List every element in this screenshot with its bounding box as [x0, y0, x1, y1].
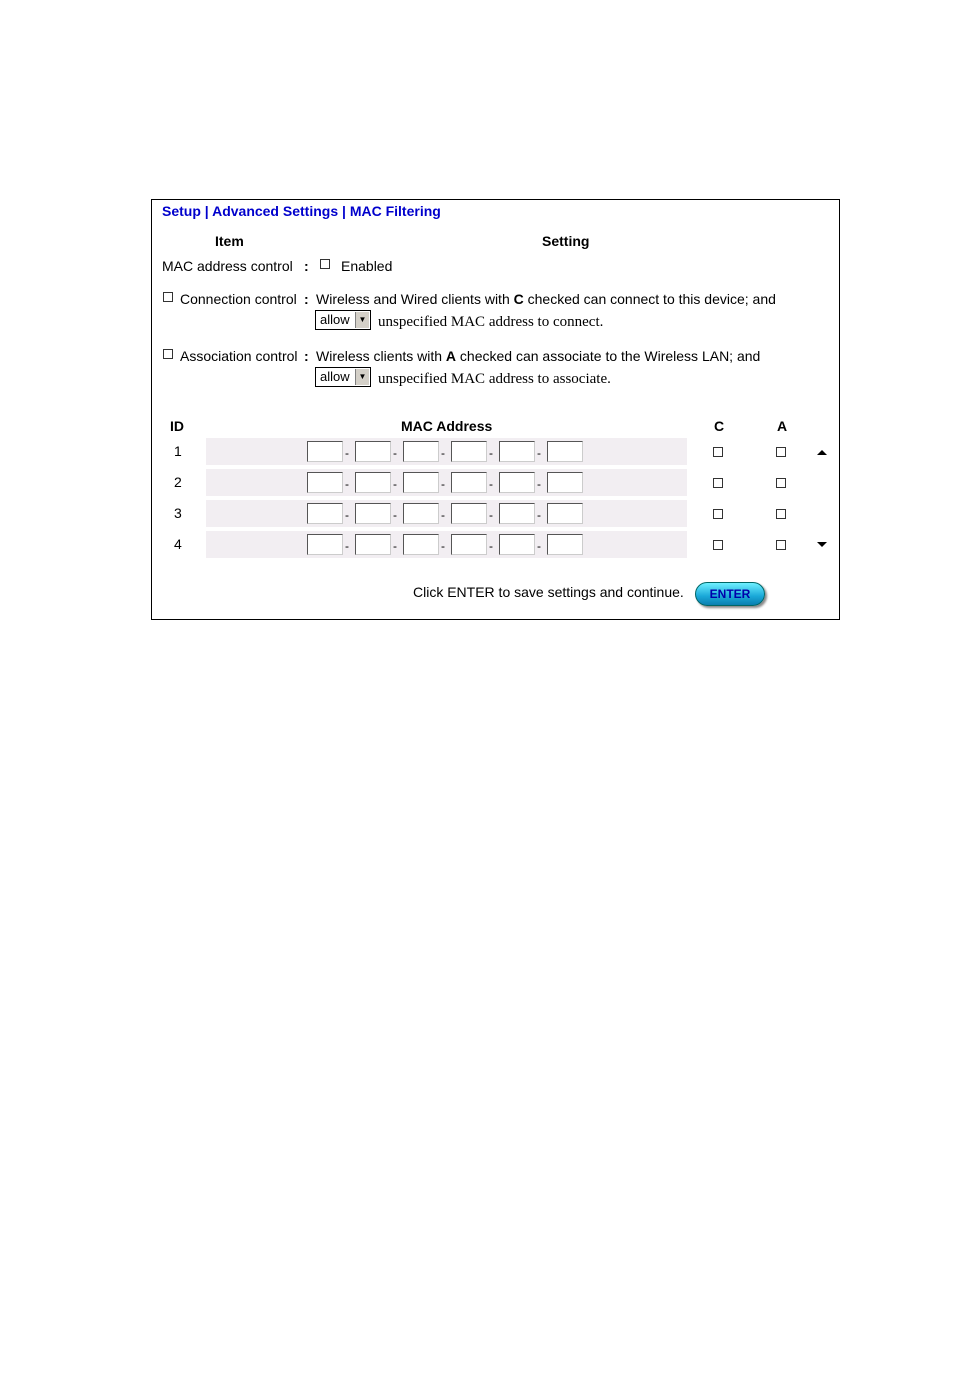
mac-octet-input[interactable]	[307, 534, 343, 555]
mac-separator: -	[489, 508, 493, 522]
table-row	[206, 531, 687, 558]
connection-text-pre: Wireless and Wired clients with	[316, 291, 514, 307]
mac-octet-input[interactable]	[499, 503, 535, 524]
mac-octet-input[interactable]	[499, 472, 535, 493]
association-policy-suffix: unspecified MAC address to associate.	[378, 371, 611, 387]
table-header-mac: MAC Address	[401, 418, 493, 434]
triangle-up-icon[interactable]	[817, 450, 827, 455]
breadcrumb-mac-filtering-link[interactable]: MAC Filtering	[349, 203, 441, 219]
triangle-down-icon[interactable]	[817, 542, 827, 547]
breadcrumb-advanced-link[interactable]: Advanced Settings	[212, 203, 339, 219]
mac-separator: -	[441, 508, 445, 522]
connection-text-post: checked can connect to this device; and	[523, 291, 776, 307]
mac-control-enabled-label: Enabled	[341, 258, 393, 274]
mac-separator: -	[393, 477, 397, 491]
mac-octet-input[interactable]	[355, 534, 391, 555]
save-instruction: Click ENTER to save settings and continue.	[413, 584, 684, 600]
row-id: 2	[174, 474, 182, 490]
item-header: Item	[215, 233, 244, 249]
mac-octet-input[interactable]	[451, 503, 487, 524]
association-text-bold: A	[445, 348, 457, 364]
mac-separator: -	[489, 539, 493, 553]
table-header-c: C	[714, 418, 725, 434]
row-id: 1	[174, 443, 182, 459]
association-policy-value: allow	[320, 369, 350, 384]
connection-policy-select[interactable]	[315, 310, 371, 330]
mac-octet-input[interactable]	[547, 441, 583, 462]
mac-octet-input[interactable]	[451, 441, 487, 462]
mac-separator: -	[489, 446, 493, 460]
breadcrumb-separator: |	[342, 203, 346, 219]
connection-control-checkbox[interactable]	[163, 292, 173, 302]
mac-separator: -	[537, 477, 541, 491]
connect-checkbox[interactable]	[713, 509, 723, 519]
mac-filtering-panel	[151, 199, 840, 620]
mac-separator: -	[345, 446, 349, 460]
mac-octet-input[interactable]	[307, 472, 343, 493]
mac-octet-input[interactable]	[403, 503, 439, 524]
mac-control-label: MAC address control	[162, 258, 293, 274]
chevron-down-icon: ▼	[355, 369, 369, 385]
mac-octet-input[interactable]	[403, 441, 439, 462]
association-control-colon: :	[304, 348, 309, 364]
table-row	[206, 469, 687, 496]
mac-separator: -	[393, 446, 397, 460]
mac-octet-input[interactable]	[307, 441, 343, 462]
table-header-a: A	[777, 418, 788, 434]
association-control-checkbox[interactable]	[163, 349, 173, 359]
mac-separator: -	[345, 477, 349, 491]
connection-policy-value: allow	[320, 312, 350, 327]
table-row	[206, 438, 687, 465]
mac-separator: -	[441, 539, 445, 553]
mac-octet-input[interactable]	[547, 472, 583, 493]
mac-control-enabled-checkbox[interactable]	[320, 259, 330, 269]
mac-octet-input[interactable]	[547, 534, 583, 555]
mac-octet-input[interactable]	[547, 503, 583, 524]
connection-text-bold: C	[513, 291, 524, 307]
connection-control-label: Connection control	[180, 291, 297, 307]
mac-octet-input[interactable]	[499, 441, 535, 462]
breadcrumb-separator: |	[204, 203, 209, 219]
association-text-post: checked can associate to the Wireless LAN; and	[456, 348, 761, 364]
mac-separator: -	[393, 508, 397, 522]
associate-checkbox[interactable]	[776, 478, 786, 488]
mac-separator: -	[393, 539, 397, 553]
mac-control-colon: :	[304, 258, 309, 274]
mac-octet-input[interactable]	[355, 472, 391, 493]
connection-control-description	[316, 291, 776, 307]
mac-separator: -	[537, 446, 541, 460]
mac-octet-input[interactable]	[403, 472, 439, 493]
row-id: 4	[174, 536, 182, 552]
mac-separator: -	[489, 477, 493, 491]
table-row	[206, 500, 687, 527]
breadcrumb	[162, 203, 441, 219]
mac-octet-input[interactable]	[403, 534, 439, 555]
connect-checkbox[interactable]	[713, 478, 723, 488]
connection-policy-suffix: unspecified MAC address to connect.	[378, 314, 604, 330]
mac-separator: -	[537, 508, 541, 522]
table-header-id: ID	[170, 418, 184, 434]
mac-octet-input[interactable]	[499, 534, 535, 555]
mac-octet-input[interactable]	[307, 503, 343, 524]
connect-checkbox[interactable]	[713, 447, 723, 457]
association-control-description	[316, 348, 760, 364]
chevron-down-icon: ▼	[355, 312, 369, 328]
mac-separator: -	[345, 508, 349, 522]
mac-octet-input[interactable]	[355, 441, 391, 462]
mac-octet-input[interactable]	[355, 503, 391, 524]
enter-button[interactable]: ENTER	[695, 582, 765, 606]
mac-separator: -	[537, 539, 541, 553]
mac-separator: -	[441, 477, 445, 491]
mac-octet-input[interactable]	[451, 472, 487, 493]
breadcrumb-setup-link[interactable]: Setup	[162, 203, 201, 219]
mac-separator: -	[345, 539, 349, 553]
row-id: 3	[174, 505, 182, 521]
associate-checkbox[interactable]	[776, 509, 786, 519]
mac-octet-input[interactable]	[451, 534, 487, 555]
association-policy-select[interactable]	[315, 367, 371, 387]
connection-control-colon: :	[304, 291, 309, 307]
associate-checkbox[interactable]	[776, 447, 786, 457]
setting-header: Setting	[542, 233, 590, 249]
association-control-label: Association control	[180, 348, 298, 364]
mac-separator: -	[441, 446, 445, 460]
association-text-pre: Wireless clients with	[316, 348, 446, 364]
associate-checkbox[interactable]	[776, 540, 786, 550]
connect-checkbox[interactable]	[713, 540, 723, 550]
